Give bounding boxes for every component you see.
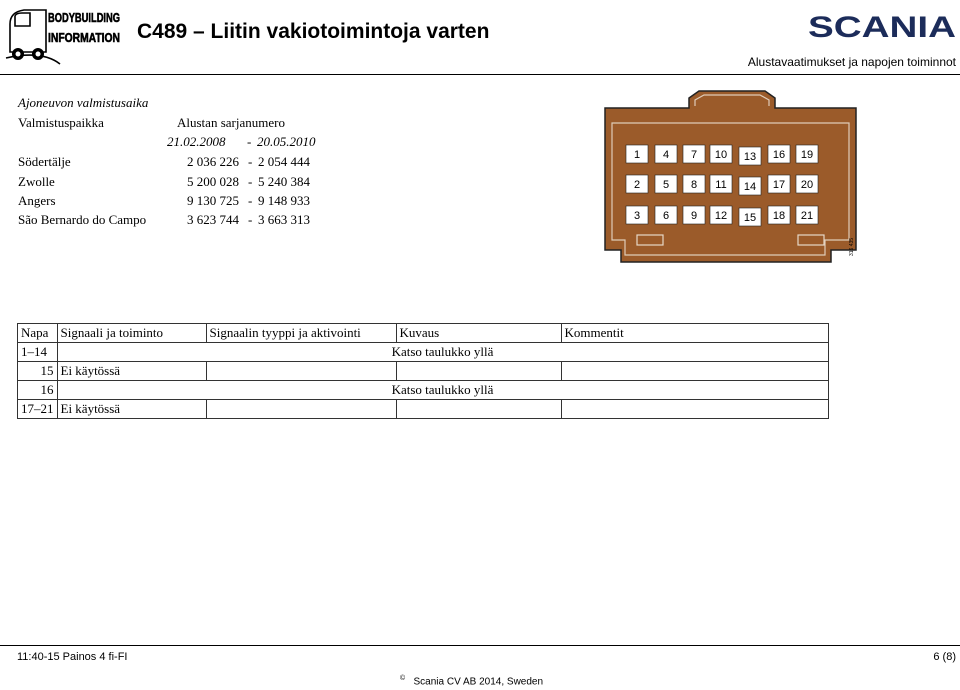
connector-pin-17 — [768, 175, 790, 193]
table-row — [18, 381, 829, 400]
connector-pin-label: 7 — [690, 149, 698, 161]
cell-signal: Ei käytössä — [57, 400, 206, 419]
connector-pin-21 — [796, 206, 818, 224]
production-serial-header: Alustan sarjanumero — [177, 115, 285, 130]
connector-pin-13 — [739, 147, 761, 165]
cell-description: Katso taulukko yllä — [57, 381, 828, 400]
connector-pin-4 — [655, 145, 677, 163]
connector-pin-11 — [710, 175, 732, 193]
production-place-header: Valmistuspaikka — [18, 115, 104, 130]
production-date-from: 21.02.2008 — [167, 134, 226, 149]
connector-pin-label: 6 — [662, 210, 670, 222]
connector-pin-label: 2 — [633, 179, 641, 191]
production-row-place: Södertälje — [18, 154, 71, 169]
table-row — [18, 400, 829, 419]
connector-pin-19 — [796, 145, 818, 163]
header-pin: Napa — [18, 324, 58, 343]
header-signal: Signaali ja toiminto — [57, 324, 206, 343]
connector-pin-12 — [710, 206, 732, 224]
production-date-dash: - — [247, 134, 252, 149]
production-row-dash: - — [248, 193, 253, 208]
connector-pin-label: 8 — [690, 179, 698, 191]
cell-signal: Ei käytössä — [57, 362, 206, 381]
connector-pin-label: 14 — [743, 181, 757, 193]
production-row-place: São Bernardo do Campo — [18, 212, 147, 227]
connector-pin-label: 16 — [772, 149, 786, 161]
cell-pin: 17–21 — [18, 400, 58, 419]
connector-pin-label: 15 — [743, 212, 757, 224]
production-row-serial-to: 3 663 313 — [258, 212, 310, 227]
production-date-to: 20.05.2010 — [257, 134, 316, 149]
connector-pin-8 — [683, 175, 705, 193]
cell-comment — [561, 400, 828, 419]
production-row-dash: - — [248, 154, 253, 169]
connector-pin-label: 10 — [714, 149, 728, 161]
production-row-place: Zwolle — [18, 174, 55, 189]
logo-text-line1: BODYBUILDING — [48, 10, 120, 25]
header-description: Kuvaus — [396, 324, 561, 343]
connector-pin-label: 9 — [690, 210, 698, 222]
connector-pin-3 — [626, 206, 648, 224]
pin-function-table — [17, 323, 829, 419]
scania-logo-text: SCANIA — [808, 11, 956, 44]
table-row — [18, 343, 829, 362]
connector-pin-label: 17 — [772, 179, 786, 191]
footer-page-number: 6 (8) — [933, 651, 956, 663]
connector-pin-10 — [710, 145, 732, 163]
connector-pin-label: 12 — [714, 210, 728, 222]
connector-pin-label: 13 — [743, 151, 757, 163]
cell-pin: 16 — [18, 381, 58, 400]
connector-pin-20 — [796, 175, 818, 193]
connector-pin-label: 18 — [772, 210, 786, 222]
connector-pin-6 — [655, 206, 677, 224]
connector-pin-label: 1 — [633, 149, 641, 161]
table-row — [18, 362, 829, 381]
connector-pin-15 — [739, 208, 761, 226]
production-row-place: Angers — [18, 193, 56, 208]
connector-diagram — [603, 90, 858, 262]
connector-pin-label: 21 — [800, 210, 814, 222]
connector-pin-label: 11 — [715, 179, 727, 191]
cell-pin: 1–14 — [18, 343, 58, 362]
cell-description: Katso taulukko yllä — [57, 343, 828, 362]
cell-pin: 15 — [18, 362, 58, 381]
connector-pin-18 — [768, 206, 790, 224]
connector-pin-1 — [626, 145, 648, 163]
cell-signal-type — [206, 400, 396, 419]
production-row-serial-to: 2 054 444 — [258, 154, 310, 169]
production-row-dash: - — [248, 212, 253, 227]
document-subtitle: Alustavaatimukset ja napojen toiminnot — [747, 55, 956, 69]
connector-pin-label: 20 — [800, 179, 814, 191]
production-row-serial-to: 9 148 933 — [258, 193, 310, 208]
table-header-row — [18, 324, 829, 343]
connector-pin-label: 19 — [800, 149, 814, 161]
cell-comment — [561, 362, 828, 381]
copyright-text: Scania CV AB 2014, Sweden — [413, 676, 544, 688]
connector-pin-5 — [655, 175, 677, 193]
logo-text-line2: INFORMATION — [48, 30, 120, 45]
footer-copyright — [400, 675, 543, 687]
connector-pin-16 — [768, 145, 790, 163]
connector-pin-2 — [626, 175, 648, 193]
production-row-dash: - — [248, 174, 253, 189]
document-title: C489 – Liitin vakiotoimintoja varten — [137, 20, 490, 43]
production-row-serial-from: 5 200 028 — [187, 174, 239, 189]
bodybuilding-information-logo — [2, 2, 124, 68]
footer-divider — [0, 645, 960, 646]
cell-description — [396, 362, 561, 381]
production-row-serial-to: 5 240 384 — [258, 174, 310, 189]
drawing-number: 316 435 — [849, 237, 855, 256]
connector-pin-label: 4 — [662, 149, 670, 161]
connector-pin-label: 3 — [633, 210, 641, 222]
production-row-serial-from: 2 036 226 — [187, 154, 239, 169]
scania-logo — [808, 10, 958, 42]
production-row-serial-from: 3 623 744 — [187, 212, 239, 227]
production-heading: Ajoneuvon valmistusaika — [18, 95, 149, 110]
header-divider — [0, 74, 960, 75]
connector-pin-7 — [683, 145, 705, 163]
cell-signal-type — [206, 362, 396, 381]
connector-pin-9 — [683, 206, 705, 224]
cell-description — [396, 400, 561, 419]
footer-document-id: 11:40-15 Painos 4 fi-FI — [17, 651, 128, 663]
header-signal-type: Signaalin tyyppi ja aktivointi — [206, 324, 396, 343]
copyright-symbol: © — [400, 675, 406, 682]
connector-pin-label: 5 — [662, 179, 670, 191]
connector-pin-14 — [739, 177, 761, 195]
production-row-serial-from: 9 130 725 — [187, 193, 239, 208]
header-comments: Kommentit — [561, 324, 828, 343]
